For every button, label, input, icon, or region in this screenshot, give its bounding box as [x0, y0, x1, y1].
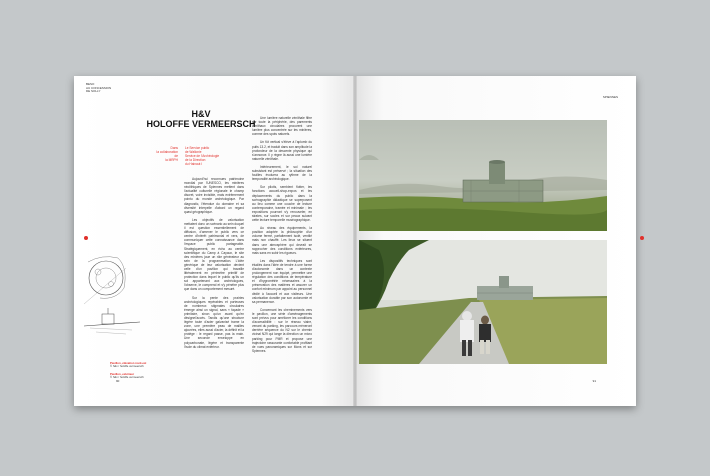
paragraph: Sur pilotis, semblent flotter, les fonctions accueil-shop-expos et les déplacements du public dans la scénographie didactique se superposent au lieu comme une couche de lecture contemporaine, tramée et minimale ; les expositions pourront s'y renouveler, en strates, sur socles et sur peaux suivant cette lecture temporelle muséographique.	[252, 185, 312, 223]
paragraph: Les dispositifs techniques sont étudiés dans l'idée de tendre à une forme d'autonomie dans un contexte prolongement non équipé, permettre une régulation des conditions de température et d'hygrométrie nécessaires à la préservation des matières et assurer un confort minimum par appoint au personnel dédié à l'accueil et aux visiteurs. Une valorisation durable par son autonomie et sa permanence.	[252, 258, 312, 304]
paragraph: Une lumière naturelle zénithale filtre sur toute la périphérie, des parements zénithaux circulaires procurent une lumière plus concentrée sur les minières, comme des spots naturels.	[252, 116, 312, 137]
left-page	[74, 76, 355, 406]
credits-right	[185, 146, 247, 166]
credits-left-text: Dans la collaboration de la MRPH	[156, 146, 178, 162]
pavilion-render-image	[359, 120, 607, 231]
paragraph: Au niveau des équipements, la position adoptée la philosophie d'un volume fermé, parfaitement isolé, ventilé mais non chauffé. Les lieux se situent dans une atmosphère qui devrait se rapprocher des conditions extérieures, mais sans en subir les rigueurs.	[252, 226, 312, 255]
site-sketch-drawing	[82, 248, 134, 310]
paragraph: Aujourd'hui reconnues patrimoine mondial par l'UNESCO, les minières néolithiques de Spiennes mettent dans l'actualité culturelle régionale le champ discret, voire invisible, mais extrêmement pointu du monde archéologique. Par diagnostic, l'étendue du domaine et sa diversité interpelle d'abord un regard quasi géographique.	[184, 177, 244, 214]
paragraph: Intérieurement, le sol naturel subsistant est préservé ; la situation des fouilles évoluera au rythme de la temporalité archéologique.	[252, 164, 312, 182]
paragraph: Concernant les cheminements vers le pavillon, une série d'aménagements sont prévus pour améliorer les conditions d'accessibilité : sur le réseau viaire, venant du parking, les parcours mèneront derrière séquence du N2 sur le chemin vicinal N29 qui longe la direction un micro parking pour PMR et propose une trajectoire rassurante confortable profitant de vues panoramiques sur Mons et sur Spiennes.	[252, 307, 312, 353]
caption-1	[110, 362, 160, 369]
page-number-left: 90	[116, 379, 120, 383]
page-gutter	[353, 76, 357, 406]
running-head-text: BESO AU CONCESSION DE SOLLY	[86, 82, 112, 94]
visitors-path-image	[359, 240, 607, 364]
running-head-right: SPIENNES	[602, 95, 618, 99]
caption-2-text: © h&v / holoffe vermeersch	[110, 375, 144, 380]
paragraph: Un fût vertical s'élève à l'aplomb du puits 13.2, et traduit dans son amplitude la profondeur de la descente physique qui s'annonce. Il y règne là aussi une lumière naturelle zénithale.	[252, 140, 312, 161]
paragraph: Les objectifs de valorisation mettaient donc un scénario au sein duquel il est question essentiellement de diffusion, d'amener le public vers ce centre d'intérêt patrimonial et vers, de communiquer cette connaissance dans l'espace public partageable. Stratégiquement, en écho au centre scientifique du Camp à Cayaux, le site des minières joue un rôle générateur au sein de la programmation. L'idée générique de leur valorisation devient celle d'un pavillon qui travaille littéralement en périmètre primitif de protection dans lequel le public qu'ils un sol appartenant aux archéologues, l'observe, le comprend et s'y pénètre plus que dans un comportement mesuré.	[184, 217, 244, 292]
credits-left	[134, 146, 178, 162]
section-sketch-drawing	[82, 306, 142, 342]
right-page	[355, 76, 636, 406]
running-head	[86, 83, 131, 94]
red-dot-marker-right	[640, 236, 644, 240]
credits-right-text: Le Service public de Wallonie Service de l'Archéologie de la Direction du Hainaut I	[185, 146, 220, 166]
visitors-path-photo	[359, 240, 607, 364]
page-number-right: 91	[592, 379, 596, 383]
red-dot-marker	[84, 236, 88, 240]
caption-1-title: Pavillon, élévation nord-est	[110, 361, 147, 365]
article-title	[146, 109, 256, 129]
caption-1-text: © h&v / holoffe vermeersch	[110, 364, 144, 369]
body-column-2	[252, 116, 312, 357]
caption-2-title: Pavillon, extérieur	[110, 372, 135, 376]
paragraph: Sur la pente des prairies archéologiques repérables et porteuses de nombreux stigmates circulaires émerge ainsi un signal, sans « façade » primitaire, sinon qu'un avant qu'en désignel'accès. Tandis qu'une structure légère toute d'acier galvanisé trame la zone, une première peau de mailles ajourées, elles aussi d'acier, la définit et la protège : le regard passe, pas la main. Une seconde enveloppe en polycarbonate, légère et transparente l'isole du climat extérieur.	[184, 295, 244, 349]
pavilion-render-photo	[359, 120, 607, 231]
article-title-text: H&V HOLOFFE VERMEERSCH	[146, 109, 256, 129]
magazine-spread	[74, 76, 636, 406]
body-column-1	[184, 177, 244, 353]
